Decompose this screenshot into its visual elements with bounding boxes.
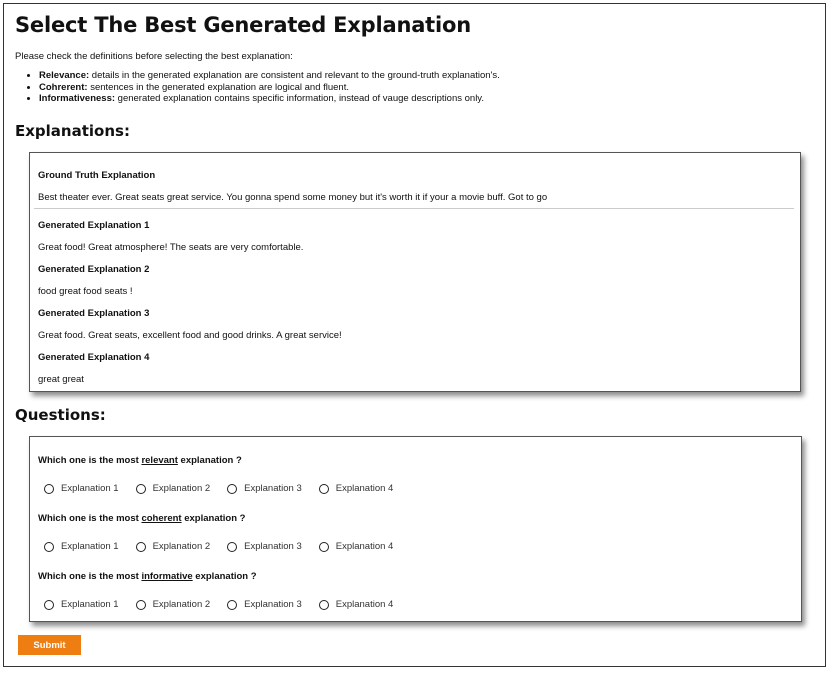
definition-informativeness — [39, 93, 500, 105]
radio-button[interactable] — [136, 600, 146, 610]
radio-button[interactable] — [227, 600, 237, 610]
option-relevant-1[interactable] — [44, 483, 119, 494]
divider — [34, 208, 794, 209]
option-label: Explanation 4 — [335, 541, 394, 552]
option-relevant-2[interactable] — [136, 483, 211, 494]
option-label: Explanation 3 — [244, 599, 302, 610]
option-informative-4[interactable] — [319, 599, 394, 610]
questions-heading: Questions: — [15, 406, 106, 424]
generated-text-4: great great — [38, 374, 84, 385]
option-coherent-1[interactable] — [44, 541, 119, 552]
radio-button[interactable] — [136, 484, 146, 494]
option-label: Explanation 3 — [244, 541, 302, 552]
question-suffix: explanation ? — [192, 571, 257, 582]
question-keyword: coherent — [141, 513, 182, 524]
radio-group-informative — [44, 599, 410, 610]
definition-coherent — [39, 82, 500, 94]
question-keyword: relevant — [141, 455, 178, 466]
radio-button[interactable] — [227, 542, 237, 552]
option-label: Explanation 4 — [335, 599, 394, 610]
question-informative — [38, 571, 257, 582]
question-prefix: Which one is the most — [38, 513, 142, 524]
radio-button[interactable] — [136, 542, 146, 552]
questions-panel — [29, 436, 802, 622]
question-keyword: informative — [141, 571, 193, 582]
option-label: Explanation 2 — [152, 483, 211, 494]
question-relevant — [38, 455, 242, 466]
option-informative-3[interactable] — [227, 599, 302, 610]
radio-group-relevant — [44, 483, 410, 494]
radio-button[interactable] — [44, 600, 54, 610]
definition-term: Informativeness: — [39, 93, 116, 104]
radio-button[interactable] — [227, 484, 237, 494]
option-label: Explanation 4 — [335, 483, 394, 494]
option-label: Explanation 3 — [244, 483, 302, 494]
option-relevant-3[interactable] — [227, 483, 302, 494]
option-label: Explanation 1 — [61, 599, 119, 610]
option-label: Explanation 1 — [61, 541, 119, 552]
definition-relevance — [39, 70, 500, 82]
explanations-panel — [29, 152, 801, 392]
option-label: Explanation 2 — [152, 541, 211, 552]
radio-button[interactable] — [44, 484, 54, 494]
generated-text-1: Great food! Great atmosphere! The seats are very comfortable. — [38, 242, 304, 253]
radio-button[interactable] — [319, 484, 329, 494]
option-relevant-4[interactable] — [319, 483, 394, 494]
generated-label-4: Generated Explanation 4 — [38, 352, 150, 363]
definition-text: sentences in the generated explanation are logical and fluent. — [87, 81, 349, 93]
option-coherent-4[interactable] — [319, 541, 394, 552]
option-informative-1[interactable] — [44, 599, 119, 610]
intro-text: Please check the definitions before selecting the best explanation: — [15, 51, 293, 62]
question-prefix: Which one is the most — [38, 455, 142, 466]
definitions-list — [15, 70, 500, 105]
option-informative-2[interactable] — [136, 599, 211, 610]
question-coherent — [38, 513, 245, 524]
submit-button[interactable]: Submit — [18, 635, 81, 655]
explanations-heading: Explanations: — [15, 122, 130, 140]
definition-term: Relevance: — [39, 70, 90, 81]
generated-label-1: Generated Explanation 1 — [38, 220, 150, 231]
definition-term: Cohrerent: — [39, 81, 88, 93]
option-label: Explanation 2 — [152, 599, 211, 610]
radio-button[interactable] — [319, 600, 329, 610]
ground-truth-text: Best theater ever. Great seats great service. You gonna spend some money but it's worth it if your a movie buff. Got to go — [38, 192, 548, 203]
ground-truth-label: Ground Truth Explanation — [38, 170, 156, 181]
definition-text: details in the generated explanation are consistent and relevant to the ground-truth explanation's. — [89, 70, 500, 81]
option-label: Explanation 1 — [61, 483, 119, 494]
page-title: Select The Best Generated Explanation — [15, 13, 471, 37]
option-coherent-2[interactable] — [136, 541, 211, 552]
generated-label-2: Generated Explanation 2 — [38, 264, 150, 275]
generated-text-3: Great food. Great seats, excellent food and good drinks. A great service! — [38, 330, 342, 341]
generated-label-3: Generated Explanation 3 — [38, 308, 150, 319]
question-suffix: explanation ? — [177, 455, 242, 466]
radio-button[interactable] — [319, 542, 329, 552]
generated-text-2: food great food seats ! — [38, 286, 133, 297]
radio-button[interactable] — [44, 542, 54, 552]
question-suffix: explanation ? — [181, 513, 246, 524]
definition-text: generated explanation contains specific information, instead of vauge descriptions only. — [115, 93, 484, 104]
option-coherent-3[interactable] — [227, 541, 302, 552]
radio-group-coherent — [44, 541, 410, 552]
question-prefix: Which one is the most — [38, 571, 142, 582]
